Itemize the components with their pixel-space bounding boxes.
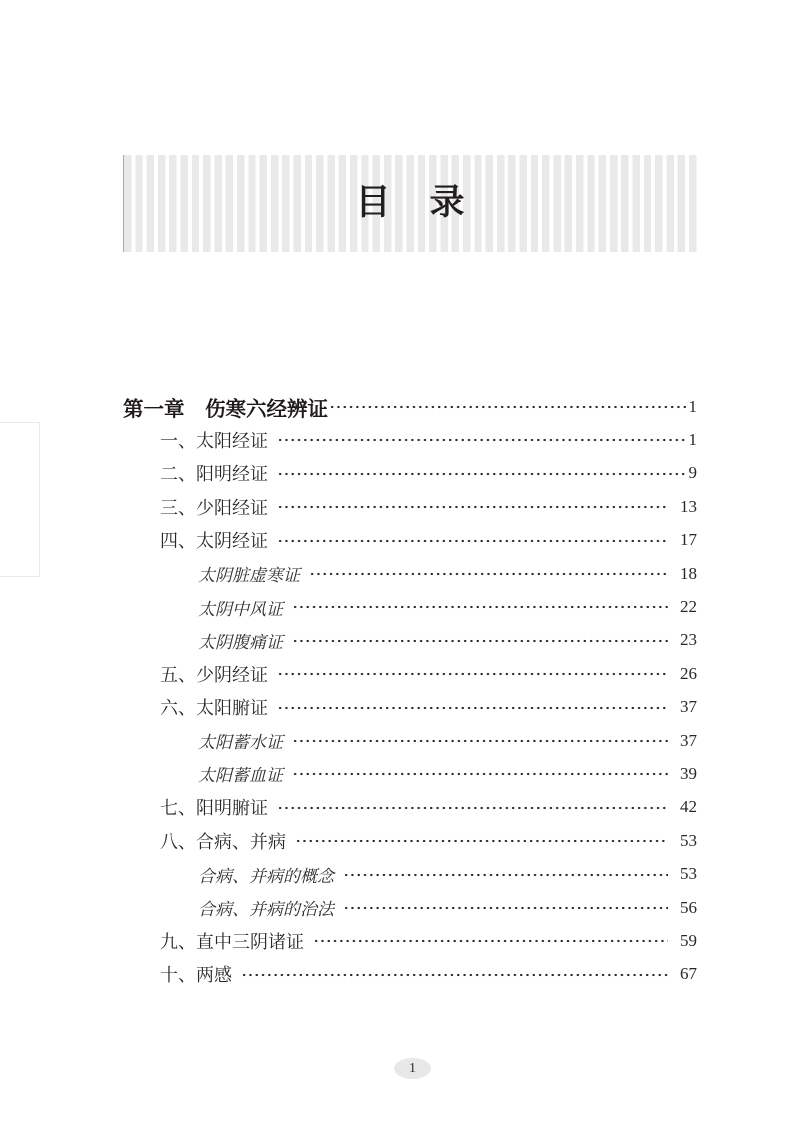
toc-entry-title: 合病、并病的治法 (198, 900, 334, 920)
toc-entry-title: 太阳蓄水证 (198, 733, 283, 753)
toc-entry (123, 390, 697, 423)
dot-leader (308, 557, 668, 590)
toc-entry-title: 六、太阳腑证 (160, 698, 268, 719)
toc-entry-page: 53 (680, 864, 697, 884)
toc-entry-page: 37 (680, 730, 697, 750)
toc-entry (123, 457, 697, 490)
toc-entry-page: 67 (680, 964, 697, 984)
dot-leader (276, 524, 668, 557)
toc-entry-title: 太阴中风证 (198, 599, 283, 619)
page-title: 目 录 (355, 183, 467, 222)
page-edge-tab (0, 422, 40, 577)
toc-entry-page: 42 (680, 797, 697, 817)
toc-entry-title: 九、直中三阴诸证 (160, 931, 304, 952)
dot-leader (342, 857, 668, 890)
toc-entry-page: 26 (680, 663, 697, 683)
toc-entry-page: 18 (680, 563, 697, 583)
toc-entry-title: 太阳蓄血证 (198, 766, 283, 786)
toc-entry-page: 17 (680, 530, 697, 550)
toc-entry-page: 53 (680, 830, 697, 850)
toc-entry-title: 合病、并病的概念 (198, 866, 334, 886)
toc-entry (123, 590, 697, 623)
toc-entry (123, 924, 697, 957)
toc-entry-page: 39 (680, 763, 697, 783)
toc-entry-page: 56 (680, 897, 697, 917)
toc-entry-page: 1 (688, 396, 697, 416)
toc-entry (123, 691, 697, 724)
dot-leader (276, 657, 668, 690)
footer-page-number-badge: 1 (394, 1058, 431, 1079)
toc-entry-page: 23 (680, 630, 697, 650)
dot-leader (291, 624, 668, 657)
toc-entry-title: 八、合病、并病 (160, 831, 286, 852)
dot-leader (312, 924, 668, 957)
toc-entry (123, 657, 697, 690)
toc-entry (123, 891, 697, 924)
dot-leader (276, 490, 668, 523)
dot-leader (291, 724, 668, 757)
toc-entry (123, 524, 697, 557)
toc-entry-title: 二、阳明经证 (160, 464, 268, 485)
toc-entry-title: 三、少阳经证 (160, 497, 268, 518)
dot-leader (328, 390, 686, 423)
toc-entry-title: 七、阳明腑证 (160, 798, 268, 819)
dot-leader (342, 891, 668, 924)
toc-entry-page: 1 (688, 430, 697, 450)
toc-entry (123, 958, 697, 991)
toc-entry (123, 824, 697, 857)
dot-leader (291, 590, 668, 623)
toc-entry (123, 423, 697, 456)
toc-entry (123, 724, 697, 757)
toc-entry (123, 557, 697, 590)
toc-entry (123, 624, 697, 657)
toc-list (123, 390, 697, 991)
toc-entry-page: 13 (680, 496, 697, 516)
toc-entry-page: 9 (688, 463, 697, 483)
toc-entry-title: 五、少阴经证 (160, 664, 268, 685)
dot-leader (240, 958, 668, 991)
toc-header-banner (123, 155, 698, 252)
dot-leader (276, 691, 668, 724)
dot-leader (294, 824, 668, 857)
toc-entry (123, 791, 697, 824)
toc-entry-title: 十、两感 (160, 965, 232, 986)
dot-leader (276, 791, 668, 824)
dot-leader (276, 457, 686, 490)
toc-entry-title: 太阴脏虚寒证 (198, 566, 300, 586)
dot-leader (276, 423, 686, 456)
toc-entry-title: 一、太阳经证 (160, 431, 268, 452)
toc-entry-title: 太阴腹痛证 (198, 632, 283, 652)
toc-entry-page: 22 (680, 597, 697, 617)
toc-entry-page: 37 (680, 697, 697, 717)
toc-entry-title: 第一章 伤寒六经辨证 (123, 397, 328, 421)
toc-entry-title: 四、太阴经证 (160, 531, 268, 552)
toc-entry (123, 490, 697, 523)
toc-entry-page: 59 (680, 930, 697, 950)
dot-leader (291, 757, 668, 790)
toc-entry (123, 757, 697, 790)
toc-entry (123, 857, 697, 890)
